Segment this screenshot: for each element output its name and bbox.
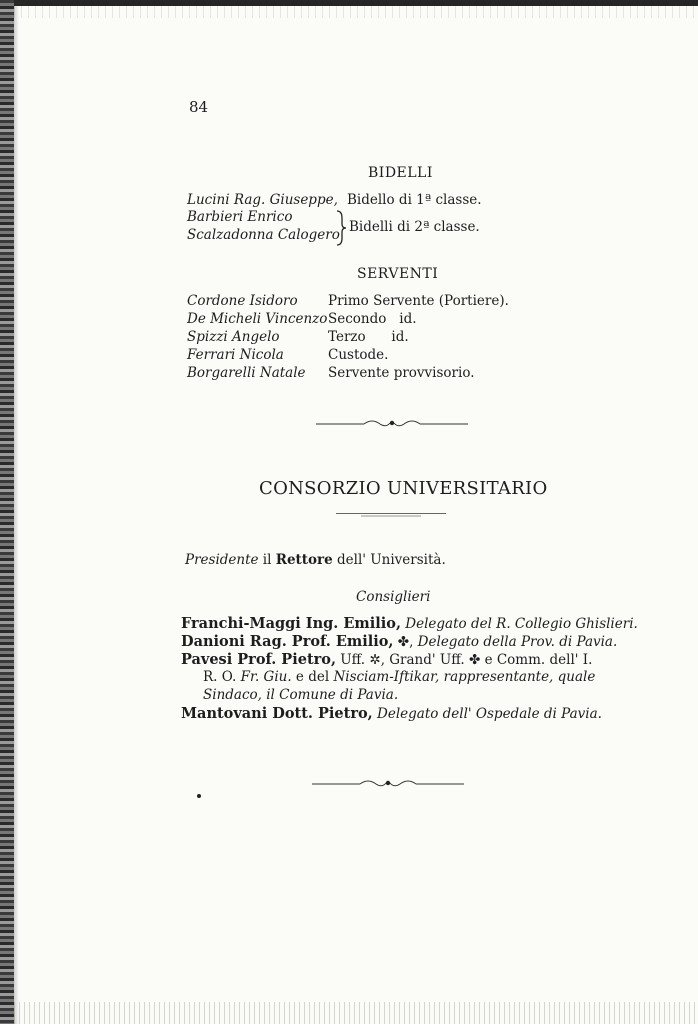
serventi-role-4: Custode. (328, 347, 389, 363)
presidente-line (185, 552, 446, 568)
member-3-line2d: Nisciam-Iftikar, rappresentante, quale (333, 669, 596, 685)
presidente-label: Presidente (185, 552, 259, 568)
bidelli-role-1: Bidello di 1ª classe. (347, 192, 482, 208)
member-3 (181, 651, 592, 668)
member-3-line2 (203, 669, 595, 685)
scan-left-edge (0, 0, 14, 1024)
serventi-name-2: De Micheli Vincenzo (187, 311, 328, 327)
serventi-name-5: Borgarelli Natale (187, 365, 306, 381)
bidelli-heading: BIDELLI (368, 165, 433, 181)
member-3-line2c: e del (291, 669, 334, 685)
bidelli-name-1: Lucini Rag. Giuseppe, (187, 192, 338, 208)
member-3-line2a: R. O. (203, 669, 241, 685)
scan-left-shadow (14, 0, 19, 1024)
consiglieri-heading: Consiglieri (356, 589, 431, 605)
ink-spot (197, 794, 201, 798)
member-1-desc: Delegato del R. Collegio Ghislieri. (401, 616, 638, 632)
serventi-name-3: Spizzi Angelo (187, 329, 280, 345)
bidelli-name-3: Scalzadonna Calogero (187, 227, 340, 243)
ornament-divider-icon (316, 416, 468, 430)
page-number: 84 (189, 98, 209, 116)
bidelli-brace-icon (335, 210, 347, 246)
member-3-name: Pavesi Prof. Pietro, (181, 651, 337, 668)
title-underline (336, 512, 446, 518)
bidelli-group-role: Bidelli di 2ª classe. (349, 219, 480, 235)
member-2 (181, 633, 617, 650)
member-2-desc: Delegato della Prov. di Pavia. (413, 634, 618, 650)
presidente-text-a: il (258, 552, 276, 568)
bidelli-name-2: Barbieri Enrico (187, 209, 293, 225)
serventi-role-5: Servente provvisorio. (328, 365, 475, 381)
serventi-role-2: Secondo id. (328, 311, 417, 327)
member-3-line2b: Fr. Giu. (240, 669, 292, 685)
ornament-divider-icon (312, 776, 464, 790)
serventi-name-1: Cordone Isidoro (187, 293, 298, 309)
scan-top-noise (14, 6, 698, 18)
member-4 (181, 705, 602, 722)
consorzio-title: CONSORZIO UNIVERSITARIO (259, 478, 548, 499)
serventi-name-4: Ferrari Nicola (187, 347, 284, 363)
member-3-line1: Uff. ✲, Grand' Uff. ✤ e Comm. dell' I. (336, 652, 593, 668)
member-1 (181, 615, 638, 632)
member-4-desc: Delegato dell' Ospedale di Pavia. (372, 706, 602, 722)
member-4-name: Mantovani Dott. Pietro, (181, 705, 373, 722)
member-1-name: Franchi-Maggi Ing. Emilio, (181, 615, 401, 632)
member-3-line3: Sindaco, il Comune di Pavia. (203, 687, 399, 703)
serventi-role-3: Terzo id. (328, 329, 409, 345)
scan-bottom-edge (14, 1002, 698, 1024)
serventi-heading: SERVENTI (357, 266, 439, 282)
presidente-text-b: dell' Università. (332, 552, 446, 568)
serventi-role-1: Primo Servente (Portiere). (328, 293, 509, 309)
presidente-rettore: Rettore (275, 552, 333, 568)
member-2-name: Danioni Rag. Prof. Emilio, (181, 633, 394, 650)
member-2-decoration: ✤, (393, 634, 414, 650)
